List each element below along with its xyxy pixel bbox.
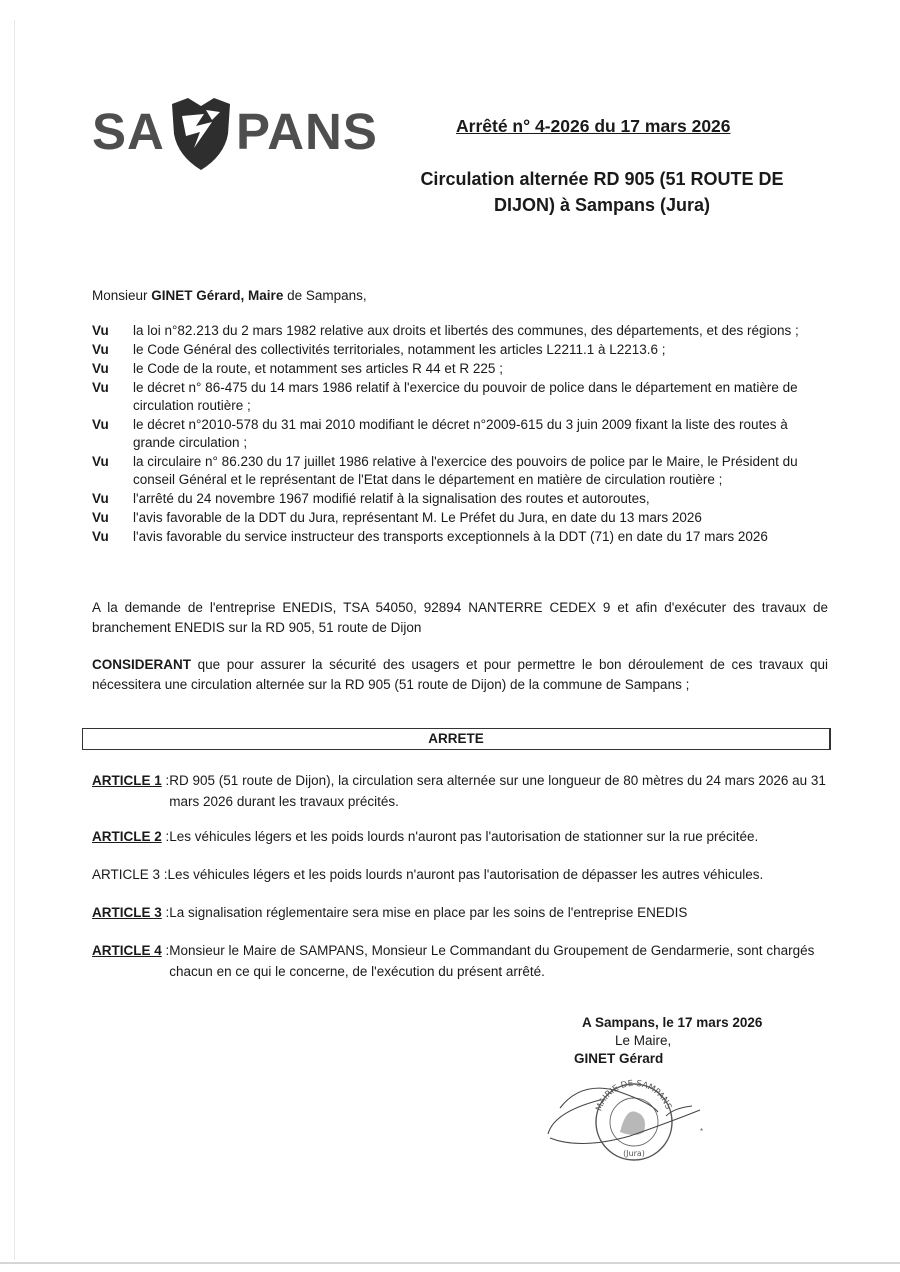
article-label: ARTICLE 3 <box>92 905 162 920</box>
vu-text: la loi n°82.213 du 2 mars 1982 relative aux droits et libertés des communes, des départements, et des régions ; <box>133 323 799 338</box>
vu-label: Vu <box>92 417 109 432</box>
vu-item <box>92 490 827 508</box>
vu-label: Vu <box>92 342 109 357</box>
demande-paragraph: A la demande de l'entreprise ENEDIS, TSA 54050, 92894 NANTERRE CEDEX 9 et afin d'exécuter des travaux de branchement ENEDIS sur la RD 905, 51 route de Dijon <box>92 600 828 635</box>
article-label: ARTICLE 3 <box>92 867 161 882</box>
vu-item <box>92 341 827 359</box>
vu-text: le Code de la route, et notamment ses articles R 44 et R 225 ; <box>133 361 503 376</box>
decree-subtitle <box>402 166 802 218</box>
considerant-text: que pour assurer la sécurité des usagers et pour permettre le bon déroulement de ces travaux qui nécessitera une circulation alternée sur la RD 905 (51 route de Dijon) de la commune de Sampans ; <box>92 657 828 692</box>
vu-text: le décret n° 86-475 du 14 mars 1986 relatif à l'exercice du pouvoir de police dans le département en matière de circulation routière ; <box>133 380 798 413</box>
article-4 <box>92 940 832 982</box>
signature-block <box>560 1014 780 1068</box>
vu-label: Vu <box>92 323 109 338</box>
sampans-logo <box>92 96 378 172</box>
vu-text: l'avis favorable de la DDT du Jura, représentant M. Le Préfet du Jura, en date du 13 mars 2026 <box>133 510 702 525</box>
signature-place-date: A Sampans, le 17 mars 2026 <box>582 1015 763 1030</box>
logo-text-right: PANS <box>236 103 378 160</box>
vu-item <box>92 322 827 340</box>
considerant-keyword: CONSIDERANT <box>92 657 192 672</box>
vu-label: Vu <box>92 454 109 469</box>
vu-item <box>92 379 827 415</box>
logo-text-left: SA <box>92 103 165 160</box>
stamp-text-top: MAIRIE DE SAMPANS <box>594 1078 674 1113</box>
vu-label: Vu <box>92 491 109 506</box>
vu-item <box>92 416 827 452</box>
intro-prefix: Monsieur <box>92 288 152 303</box>
subtitle-line-1: Circulation alternée RD 905 (51 ROUTE DE <box>420 169 784 189</box>
vu-item <box>92 509 827 527</box>
article-separator: : <box>161 773 170 788</box>
mayor-name: GINET Gérard, Maire <box>151 288 284 303</box>
article-separator: : <box>160 867 168 882</box>
article-label: ARTICLE 4 <box>92 943 162 958</box>
vu-label: Vu <box>92 361 109 376</box>
scan-edge-left <box>14 20 15 1260</box>
vu-text: le décret n°2010-578 du 31 mai 2010 modifiant le décret n°2009-615 du 3 juin 2009 fixant la liste des routes à grande circulation ; <box>133 417 788 450</box>
article-3b <box>92 902 832 923</box>
article-separator: : <box>161 943 170 958</box>
svg-text:*: * <box>700 1127 704 1136</box>
vu-item <box>92 360 827 378</box>
decree-title: Arrêté n° 4-2026 du 17 mars 2026 <box>456 116 731 136</box>
vu-text: la circulaire n° 86.230 du 17 juillet 1986 relative à l'exercice des pouvoirs de police par le Maire, le Président du conseil Général et le représentant de l'Etat dans le département en matière de circulation routière ; <box>133 454 798 487</box>
article-text: RD 905 (51 route de Dijon), la circulation sera alternée sur une longueur de 80 mètres du 24 mars 2026 au 31 mars 2026 durant les travaux précités. <box>169 773 826 809</box>
subtitle-line-2: DIJON) à Sampans (Jura) <box>493 195 711 215</box>
article-text: Les véhicules légers et les poids lourds n'auront pas l'autorisation de dépasser les autres véhicules. <box>167 867 764 882</box>
article-2 <box>92 826 832 847</box>
article-text: Les véhicules légers et les poids lourds n'auront pas l'autorisation de stationner sur la rue précitée. <box>169 829 759 844</box>
vu-label: Vu <box>92 380 109 395</box>
intro-suffix: de Sampans, <box>283 288 367 303</box>
vu-text: l'avis favorable du service instructeur des transports exceptionnels à la DDT (71) en date du 17 mars 2026 <box>133 529 768 544</box>
vu-item <box>92 453 827 489</box>
vu-item <box>92 528 827 546</box>
article-separator: : <box>161 905 170 920</box>
article-label: ARTICLE 1 <box>92 773 162 788</box>
mairie-stamp-and-signature <box>540 1072 720 1168</box>
article-label: ARTICLE 2 <box>92 829 162 844</box>
vu-label: Vu <box>92 529 109 544</box>
vu-list <box>92 322 827 547</box>
stamp-text-bottom: (Jura) <box>623 1149 645 1158</box>
article-3a <box>92 864 832 885</box>
shield-eagle-icon <box>168 96 234 172</box>
considerant-paragraph <box>92 655 828 695</box>
arrete-heading: ARRETE <box>82 728 831 750</box>
scan-edge-bottom <box>0 1262 900 1264</box>
article-text: Monsieur le Maire de SAMPANS, Monsieur Le Commandant du Groupement de Gendarmerie, sont chargés chacun en ce qui le concerne, de l'exécution du présent arrêté. <box>169 943 815 979</box>
article-text: La signalisation réglementaire sera mise en place par les soins de l'entreprise ENEDIS <box>169 905 688 920</box>
vu-text: l'arrêté du 24 novembre 1967 modifié relatif à la signalisation des routes et autoroutes, <box>133 491 650 506</box>
article-separator: : <box>161 829 170 844</box>
article-1 <box>92 770 832 812</box>
stamp-seal-icon <box>540 1072 720 1168</box>
signature-role: Le Maire, <box>615 1033 672 1048</box>
intro-line <box>92 288 367 303</box>
vu-label: Vu <box>92 510 109 525</box>
vu-text: le Code Général des collectivités territoriales, notamment les articles L2211.1 à L2213.6 ; <box>133 342 666 357</box>
signature-name: GINET Gérard <box>574 1051 664 1066</box>
